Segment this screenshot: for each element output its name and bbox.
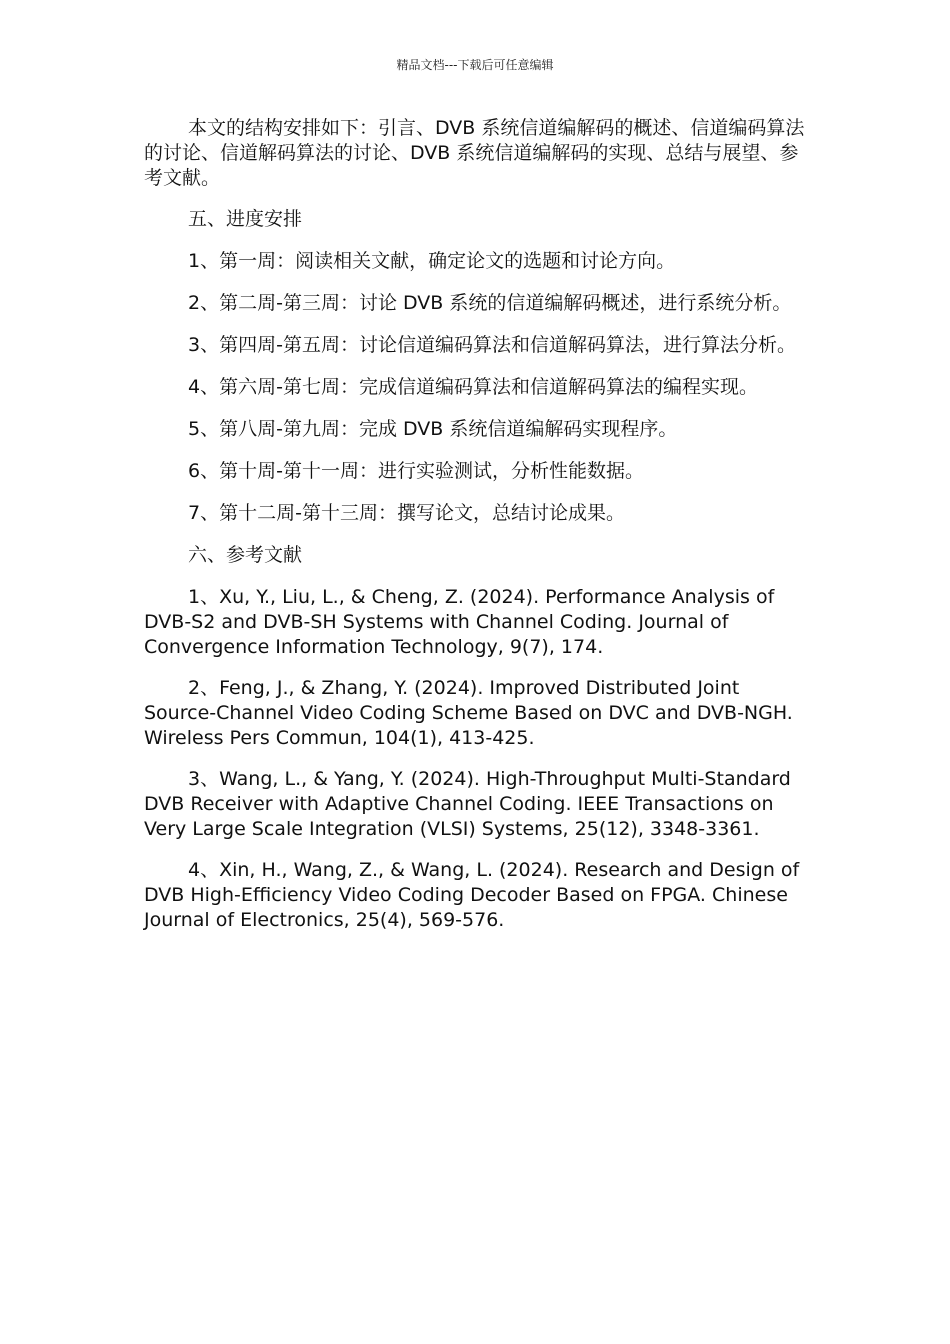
intro-paragraph: 本文的结构安排如下：引言、DVB 系统信道编解码的概述、信道编码算法的讨论、信道解码算法的讨论、DVB 系统信道编解码的实现、总结与展望、参考文献。 [144, 117, 805, 189]
schedule-item: 3、第四周-第五周：讨论信道编码算法和信道解码算法，进行算法分析。 [188, 334, 796, 356]
reference-item: 4、Xin, H., Wang, Z., & Wang, L. (2024). Research and Design of DVB High-Efficiency Video Coding Decoder Based on FPGA. Chinese Journal of Electronics, 25(4), 569-576. [144, 859, 800, 931]
reference-item: 3、Wang, L., & Yang, Y. (2024). High-Throughput Multi-Standard DVB Receiver with Adaptive Channel Coding. IEEE Transactions on Very Large Scale Integration (VLSI) Systems, 25(12), 3348-3361. [144, 768, 791, 840]
document-body [144, 116, 808, 949]
schedule-item: 2、第二周-第三周：讨论 DVB 系统的信道编解码概述，进行系统分析。 [188, 292, 792, 314]
reference-item: 1、Xu, Y., Liu, L., & Cheng, Z. (2024). Performance Analysis of DVB-S2 and DVB-SH Systems with Channel Coding. Journal of Convergence Information Technology, 9(7), 174. [144, 586, 775, 658]
reference-item: 2、Feng, J., & Zhang, Y. (2024). Improved Distributed Joint Source-Channel Video Coding Scheme Based on DVC and DVB-NGH. Wireless Pers Commun, 104(1), 413-425. [144, 677, 793, 749]
schedule-item: 5、第八周-第九周：完成 DVB 系统信道编解码实现程序。 [188, 418, 678, 440]
schedule-item: 6、第十周-第十一周：进行实验测试，分析性能数据。 [188, 460, 644, 482]
schedule-item: 1、第一周：阅读相关文献，确定论文的选题和讨论方向。 [188, 250, 676, 272]
page-header: 精品文档---下载后可任意编辑 [396, 58, 554, 72]
schedule-heading: 五、进度安排 [188, 208, 303, 230]
schedule-item: 7、第十二周-第十三周：撰写论文，总结讨论成果。 [188, 502, 625, 524]
schedule-item: 4、第六周-第七周：完成信道编码算法和信道解码算法的编程实现。 [188, 376, 758, 398]
references-heading: 六、参考文献 [188, 544, 303, 566]
